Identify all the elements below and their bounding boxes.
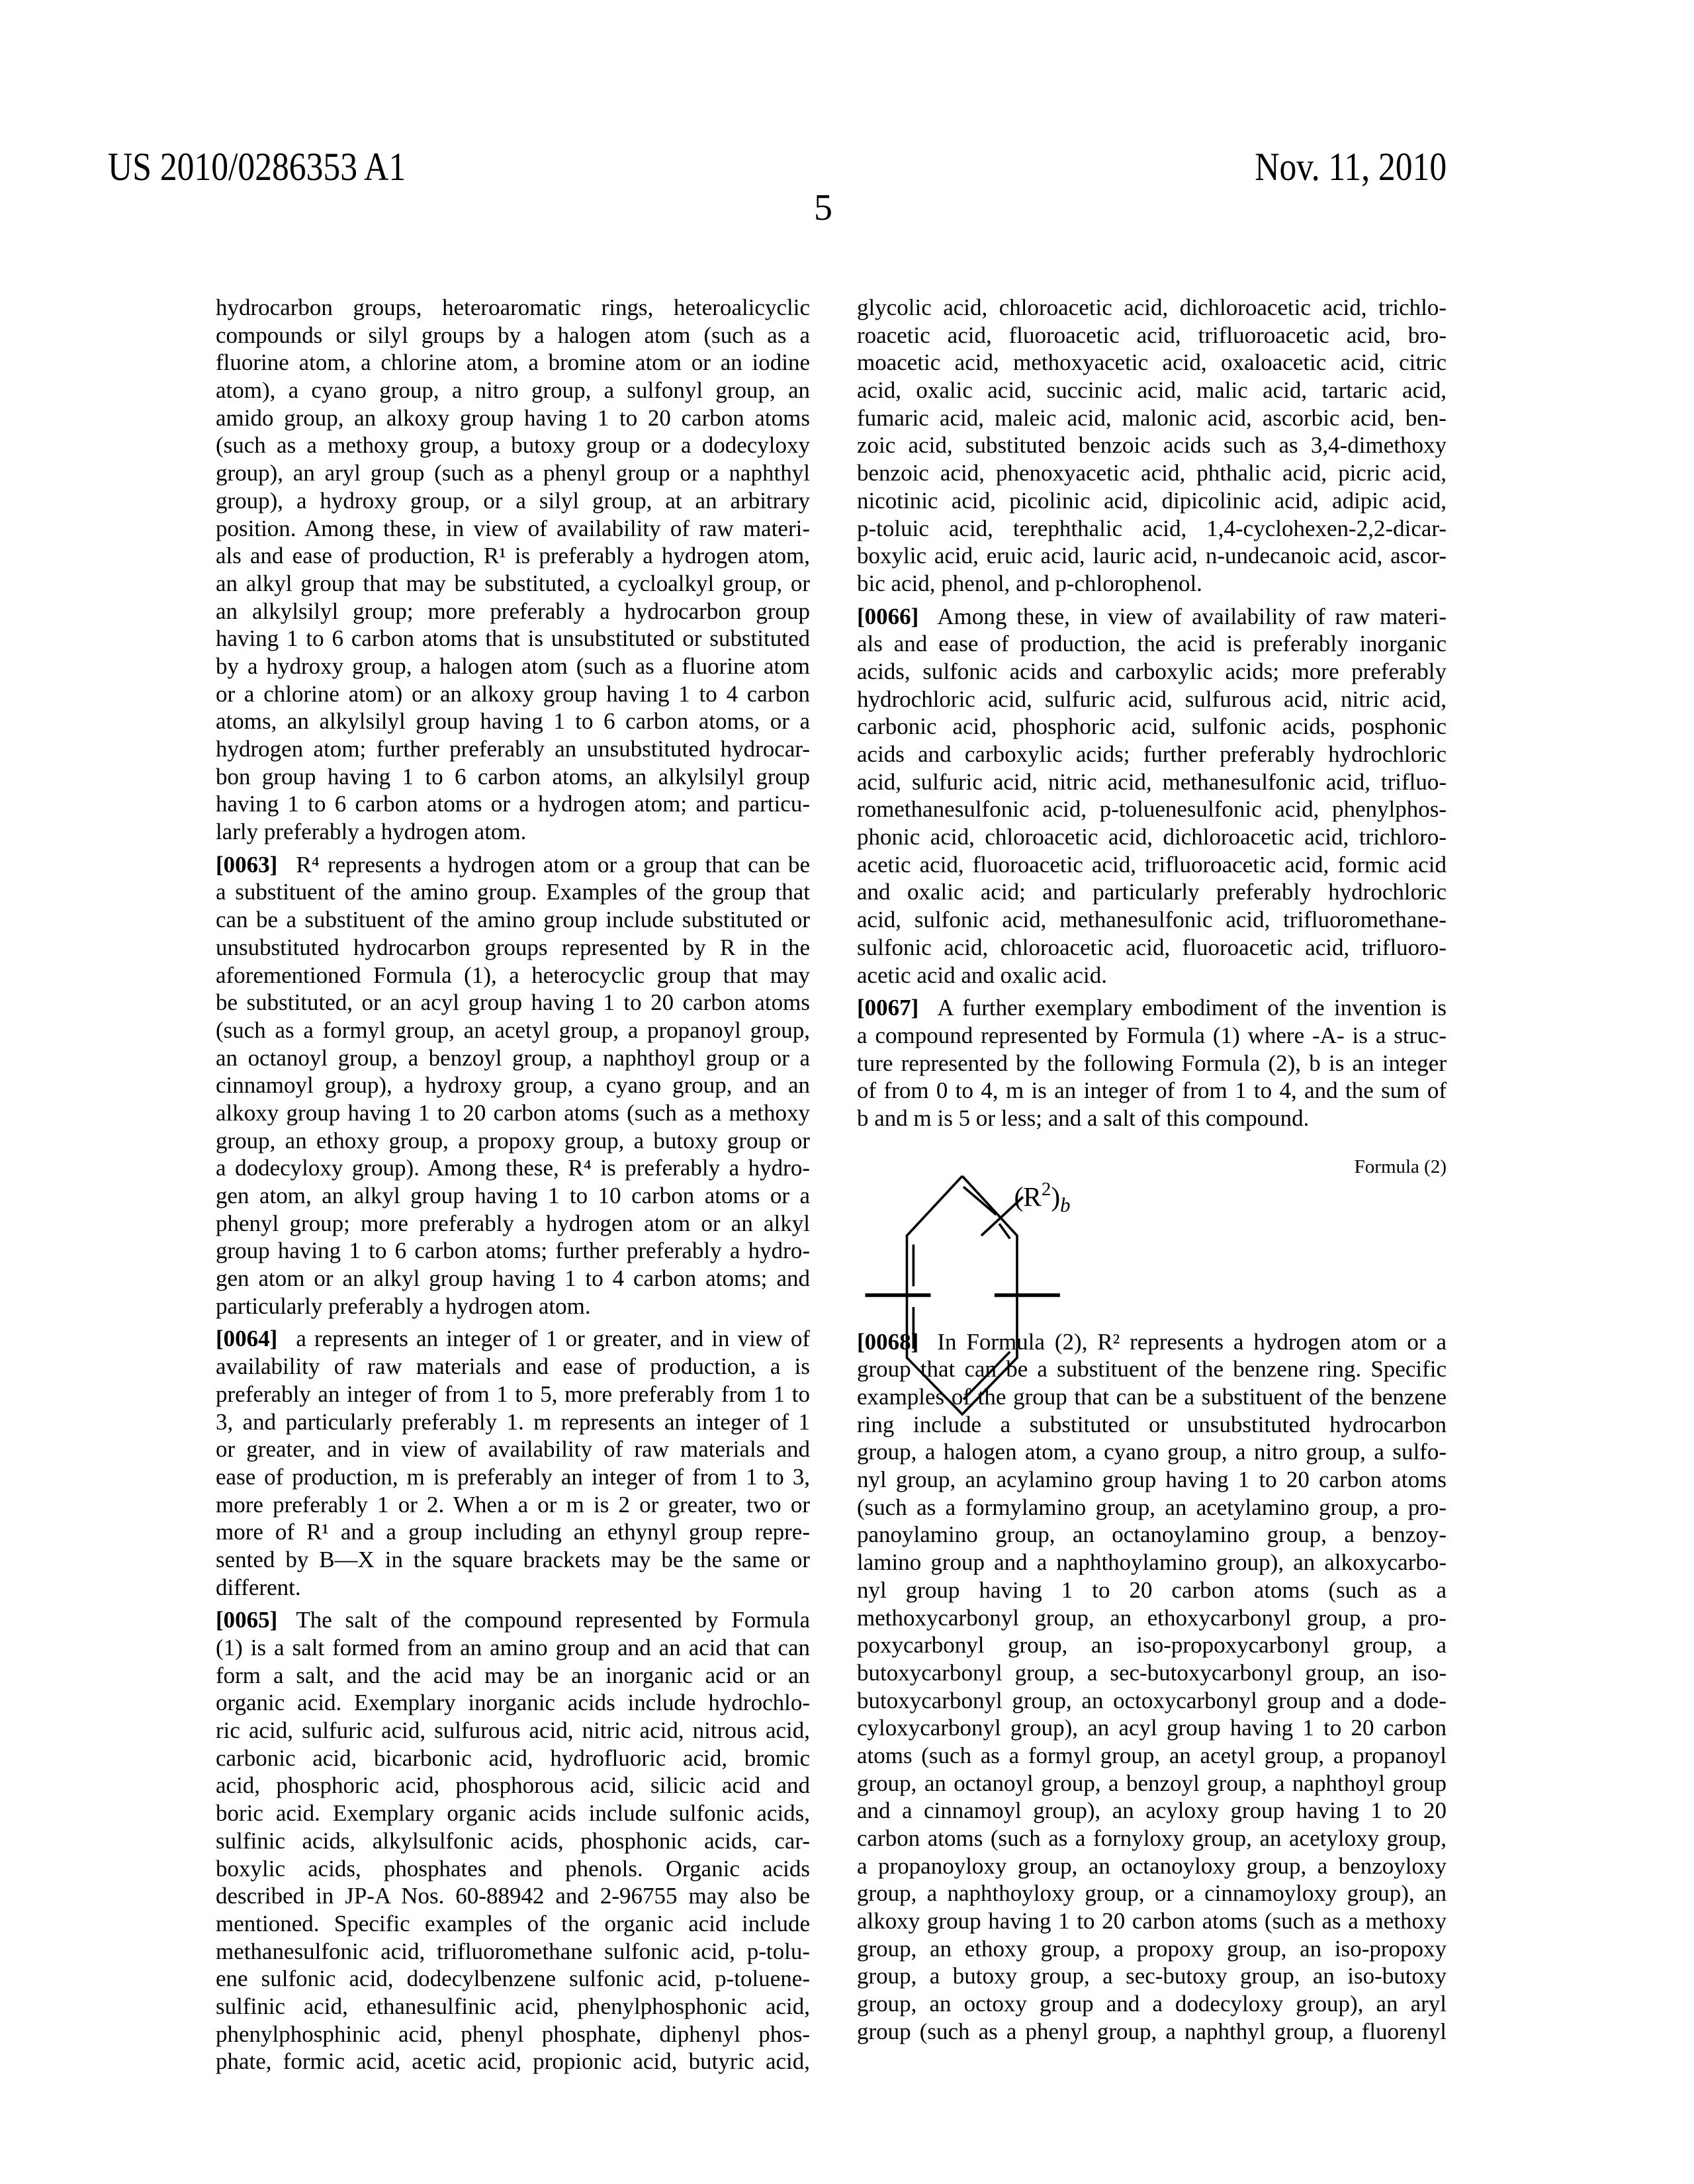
line-text: phate, formic acid, acetic acid, propionic acid, butyric acid, xyxy=(216,2048,810,2074)
line-text: bic acid, phenol, and p-chlorophenol. xyxy=(857,570,1202,596)
text-line xyxy=(857,878,1447,906)
text-line xyxy=(216,294,810,322)
line-text: butoxycarbonyl group, an octoxycarbonyl group and a dode- xyxy=(857,1688,1447,1713)
text-line xyxy=(216,515,810,543)
text-line xyxy=(857,1466,1447,1494)
line-text: ture represented by the following Formula (2), b is an integer xyxy=(857,1050,1447,1076)
text-line xyxy=(857,1907,1447,1935)
line-text: aforementioned Formula (1), a heterocyclic group that may xyxy=(216,962,810,988)
text-line xyxy=(216,1882,810,1910)
text-line xyxy=(857,1549,1447,1576)
text-line xyxy=(216,570,810,598)
right-column xyxy=(857,294,1447,2051)
line-text: group, a naphthoyloxy group, or a cinnamoyloxy group), an xyxy=(857,1880,1447,1906)
line-text: acid, sulfuric acid, nitric acid, methanesulfonic acid, trifluo- xyxy=(857,769,1447,795)
text-line xyxy=(216,1353,810,1381)
text-line xyxy=(216,1799,810,1827)
text-line xyxy=(216,1910,810,1938)
line-text: methanesulfonic acid, trifluoromethane sulfonic acid, p-tolu- xyxy=(216,1938,810,1964)
text-line xyxy=(857,322,1447,349)
text-line xyxy=(216,1017,810,1044)
text-line xyxy=(216,625,810,653)
text-line xyxy=(857,851,1447,879)
line-text: a substituent of the amino group. Examples of the group that xyxy=(216,879,810,905)
line-text: sulfinic acids, alkylsulfonic acids, phosphonic acids, car- xyxy=(216,1828,810,1854)
page-number: 5 xyxy=(814,189,832,226)
paragraph xyxy=(857,603,1447,989)
line-text: group, a butoxy group, a sec-butoxy group, an iso-butoxy xyxy=(857,1963,1447,1989)
line-text: glycolic acid, chloroacetic acid, dichloroacetic acid, trichlo- xyxy=(857,295,1447,320)
line-text: an octanoyl group, a benzoyl group, a naphthoyl group or a xyxy=(216,1045,810,1071)
text-line xyxy=(857,934,1447,962)
line-text: atoms, an alkylsilyl group having 1 to 6 carbon atoms, or a xyxy=(216,708,810,734)
paragraph-number: [0065] xyxy=(216,1607,277,1633)
text-line xyxy=(216,1546,810,1574)
line-text: phenyl group; more preferably a hydrogen atom or an alkyl xyxy=(216,1210,810,1236)
paragraph-number: [0063] xyxy=(216,852,277,878)
line-text: can be a substituent of the amino group include substituted or xyxy=(216,907,810,933)
line-text: group that can be a substituent of the benzene ring. Specific xyxy=(857,1356,1447,1382)
line-text: form a salt, and the acid may be an inorganic acid or an xyxy=(216,1662,810,1688)
line-text: phenylphosphinic acid, phenyl phosphate, diphenyl phos- xyxy=(216,2021,810,2047)
text-line xyxy=(857,1631,1447,1659)
line-text: sulfonic acid, chloroacetic acid, fluoroacetic acid, trifluoro- xyxy=(857,934,1447,960)
text-line xyxy=(857,658,1447,686)
line-text: cinnamoyl group), a hydroxy group, a cyano group, and an xyxy=(216,1072,810,1098)
line-text: a represents an integer of 1 or greater, and in view of xyxy=(296,1326,810,1351)
line-text: nyl group, an acylamino group having 1 to 20 carbon atoms xyxy=(857,1467,1447,1492)
line-text: acid, sulfonic acid, methanesulfonic acid, trifluoromethane- xyxy=(857,907,1447,933)
text-line xyxy=(216,1044,810,1072)
text-line xyxy=(857,2018,1447,2046)
text-line xyxy=(857,1742,1447,1770)
benzene-ring-structure xyxy=(862,1164,1083,1420)
text-line xyxy=(216,735,810,763)
text-line xyxy=(216,878,810,906)
line-text: alkoxy group having 1 to 20 carbon atoms (such as a methoxy xyxy=(216,1100,810,1126)
text-line xyxy=(216,1182,810,1210)
line-text: sulfinic acid, ethanesulfinic acid, phenylphosphonic acid, xyxy=(216,1993,810,2019)
text-line xyxy=(216,906,810,934)
text-line xyxy=(857,1825,1447,1852)
text-line xyxy=(216,432,810,459)
line-text: Among these, in view of availability of raw materi- xyxy=(937,604,1447,629)
line-text: ric acid, sulfuric acid, sulfurous acid, nitric acid, nitrous acid, xyxy=(216,1717,810,1743)
line-text: more preferably 1 or 2. When a or m is 2 or greater, two or xyxy=(216,1492,810,1518)
text-line xyxy=(857,487,1447,515)
line-text: cyloxycarbonyl group), an acyl group having 1 to 20 carbon xyxy=(857,1715,1447,1741)
text-line xyxy=(216,707,810,735)
text-line xyxy=(857,906,1447,934)
text-line xyxy=(216,680,810,708)
line-text: group, an ethoxy group, a propoxy group, an iso-propoxy xyxy=(857,1936,1447,1962)
line-text: hydrochloric acid, sulfuric acid, sulfurous acid, nitric acid, xyxy=(857,686,1447,712)
text-line xyxy=(857,768,1447,796)
line-text: carbonic acid, phosphoric acid, sulfonic acids, posphonic xyxy=(857,713,1447,739)
text-line xyxy=(857,1604,1447,1632)
line-text: sented by B—X in the square brackets may be the same or xyxy=(216,1547,810,1572)
text-line xyxy=(857,1687,1447,1715)
publication-number: US 2010/0286353 A1 xyxy=(108,147,406,187)
text-line xyxy=(857,994,1447,1022)
line-text: ene sulfonic acid, dodecylbenzene sulfonic acid, p-toluene- xyxy=(216,1966,810,1991)
text-line xyxy=(857,1714,1447,1742)
text-line xyxy=(216,1855,810,1883)
text-line xyxy=(857,796,1447,823)
line-text: 3, and particularly preferably 1. m represents an integer of 1 xyxy=(216,1409,810,1435)
paragraph xyxy=(216,1606,810,2075)
line-text: gen atom or an alkyl group having 1 to 4 carbon atoms; and xyxy=(216,1265,810,1291)
line-text: hydrocarbon groups, heteroaromatic rings, heteroalicyclic xyxy=(216,295,810,320)
line-text: (such as a formylamino group, an acetylamino group, a pro- xyxy=(857,1494,1447,1520)
text-line xyxy=(216,763,810,791)
text-line xyxy=(216,1071,810,1099)
formula-2-figure xyxy=(857,1138,1447,1323)
line-text: be substituted, or an acyl group having 1 to 20 carbon atoms xyxy=(216,989,810,1015)
line-text: atoms (such as a formyl group, an acetyl group, a propanoyl xyxy=(857,1743,1447,1768)
line-text: In Formula (2), R² represents a hydrogen atom or a xyxy=(937,1329,1447,1355)
line-text: an alkyl group that may be substituted, a cycloalkyl group, or xyxy=(216,570,810,596)
line-text: boric acid. Exemplary organic acids include sulfonic acids, xyxy=(216,1800,810,1826)
line-text: by a hydroxy group, a halogen atom (such as a fluorine atom xyxy=(216,653,810,679)
line-text: R⁴ represents a hydrogen atom or a group that can be xyxy=(296,852,810,878)
text-line xyxy=(216,2048,810,2075)
line-text: boxylic acids, phosphates and phenols. Organic acids xyxy=(216,1856,810,1882)
text-line xyxy=(216,487,810,515)
line-text: acetic acid and oxalic acid. xyxy=(857,962,1107,988)
text-line xyxy=(857,1105,1447,1132)
line-text: a dodecyloxy group). Among these, R⁴ is preferably a hydro- xyxy=(216,1155,810,1181)
text-line xyxy=(857,294,1447,322)
text-line xyxy=(216,1154,810,1182)
text-line xyxy=(216,1293,810,1320)
text-line xyxy=(857,686,1447,713)
text-line xyxy=(216,1381,810,1408)
text-line xyxy=(857,823,1447,851)
text-line xyxy=(216,377,810,404)
line-text: carbon atoms (such as a fornyloxy group, an acetyloxy group, xyxy=(857,1825,1447,1851)
line-text: methoxycarbonyl group, an ethoxycarbonyl group, a pro- xyxy=(857,1605,1447,1631)
text-line xyxy=(216,1518,810,1546)
line-text: acids, sulfonic acids and carboxylic acids; more preferably xyxy=(857,659,1447,684)
text-line xyxy=(857,1576,1447,1604)
text-line xyxy=(216,1463,810,1491)
line-text: compounds or silyl groups by a halogen atom (such as a xyxy=(216,322,810,348)
line-text: bon group having 1 to 6 carbon atoms, an alkylsilyl group xyxy=(216,764,810,790)
text-line xyxy=(216,1435,810,1463)
line-text: position. Among these, in view of availability of raw materi- xyxy=(216,516,810,541)
paragraph xyxy=(216,294,810,846)
line-text: and oxalic acid; and particularly preferably hydrochloric xyxy=(857,879,1447,905)
line-text: fumaric acid, maleic acid, malonic acid, ascorbic acid, ben- xyxy=(857,405,1447,431)
text-line xyxy=(216,1210,810,1238)
text-line xyxy=(216,1127,810,1155)
line-text: atom), a cyano group, a nitro group, a sulfonyl group, an xyxy=(216,377,810,403)
line-text: The salt of the compound represented by Formula xyxy=(296,1607,810,1633)
text-line xyxy=(216,1265,810,1293)
line-text: hydrogen atom; further preferably an unsubstituted hydrocar- xyxy=(216,736,810,762)
line-text: boxylic acid, eruic acid, lauric acid, n-undecanoic acid, ascor- xyxy=(857,543,1447,569)
line-text: more of R¹ and a group including an ethynyl group repre- xyxy=(216,1519,810,1545)
text-line xyxy=(216,1574,810,1602)
text-line xyxy=(857,1935,1447,1963)
line-text: or greater, and in view of availability of raw materials and xyxy=(216,1436,810,1462)
line-text: acids and carboxylic acids; further preferably hydrochloric xyxy=(857,741,1447,767)
text-line xyxy=(857,603,1447,631)
line-text: acetic acid, fluoroacetic acid, trifluoroacetic acid, formic acid xyxy=(857,852,1447,878)
text-line xyxy=(216,1662,810,1690)
text-line xyxy=(857,1438,1447,1466)
text-line xyxy=(216,2021,810,2048)
line-text: group, an ethoxy group, a propoxy group, a butoxy group or xyxy=(216,1128,810,1154)
text-line xyxy=(216,989,810,1017)
text-line xyxy=(216,404,810,432)
line-text: group, an octoxy group and a dodecyloxy group), an aryl xyxy=(857,1991,1447,2017)
right-column-paragraphs-after-figure xyxy=(857,1328,1447,2046)
text-line xyxy=(857,542,1447,570)
left-column xyxy=(216,294,810,2081)
text-line xyxy=(857,1050,1447,1077)
text-line xyxy=(216,1772,810,1799)
line-text: a compound represented by Formula (1) where -A- is a struc- xyxy=(857,1023,1447,1048)
text-line xyxy=(857,515,1447,543)
line-text: having 1 to 6 carbon atoms that is unsubstituted or substituted xyxy=(216,625,810,651)
line-text: acid, phosphoric acid, phosphorous acid, silicic acid and xyxy=(216,1772,810,1798)
line-text: or a chlorine atom) or an alkoxy group having 1 to 4 carbon xyxy=(216,681,810,707)
line-text: and a cinnamoyl group), an acyloxy group having 1 to 20 xyxy=(857,1797,1447,1823)
text-line xyxy=(216,349,810,377)
text-line xyxy=(216,1606,810,1634)
line-text: als and ease of production, R¹ is preferably a hydrogen atom, xyxy=(216,543,810,569)
text-line xyxy=(216,934,810,962)
text-line xyxy=(857,1990,1447,2018)
text-line xyxy=(216,962,810,989)
line-text: romethanesulfonic acid, p-toluenesulfonic acid, phenylphos- xyxy=(857,796,1447,822)
line-text: A further exemplary embodiment of the invention is xyxy=(937,995,1447,1021)
paragraph-number: [0066] xyxy=(857,604,918,629)
line-text: particularly preferably a hydrogen atom. xyxy=(216,1293,591,1319)
text-line xyxy=(216,1689,810,1717)
line-text: als and ease of production, the acid is preferably inorganic xyxy=(857,631,1447,657)
line-text: (1) is a salt formed from an amino group and an acid that can xyxy=(216,1635,810,1661)
line-text: examples of the group that can be a substituent of the benzene xyxy=(857,1384,1447,1410)
text-line xyxy=(216,1965,810,1993)
text-line xyxy=(216,322,810,349)
substituent-label: (R2)b xyxy=(1014,1178,1071,1216)
text-line xyxy=(216,851,810,879)
text-line xyxy=(216,790,810,818)
line-text: group, an octanoyl group, a benzoyl group, a naphthoyl group xyxy=(857,1770,1447,1796)
line-text: panoylamino group, an octanoylamino group, a benzoy- xyxy=(857,1522,1447,1547)
line-text: described in JP-A Nos. 60-88942 and 2-96755 may also be xyxy=(216,1883,810,1909)
line-text: b and m is 5 or less; and a salt of this compound. xyxy=(857,1105,1309,1131)
text-line xyxy=(857,404,1447,432)
line-text: roacetic acid, fluoroacetic acid, trifluoroacetic acid, bro- xyxy=(857,322,1447,348)
line-text: butoxycarbonyl group, a sec-butoxycarbonyl group, an iso- xyxy=(857,1660,1447,1686)
text-line xyxy=(857,432,1447,459)
line-text: fluorine atom, a chlorine atom, a bromine atom or an iodine xyxy=(216,349,810,375)
line-text: having 1 to 6 carbon atoms or a hydrogen atom; and particu- xyxy=(216,791,810,817)
paragraph xyxy=(216,1325,810,1601)
paragraph-number: [0068] xyxy=(857,1329,918,1355)
paragraph xyxy=(857,294,1447,598)
line-text: acid, oxalic acid, succinic acid, malic acid, tartaric acid, xyxy=(857,377,1447,403)
line-text: unsubstituted hydrocarbon groups represented by R in the xyxy=(216,934,810,960)
line-text: preferably an integer of from 1 to 5, more preferably from 1 to xyxy=(216,1381,810,1407)
text-line xyxy=(857,1797,1447,1825)
line-text: phonic acid, chloroacetic acid, dichloroacetic acid, trichloro- xyxy=(857,824,1447,850)
text-line xyxy=(857,1022,1447,1050)
line-text: lamino group and a naphthoylamino group), an alkoxycarbo- xyxy=(857,1549,1447,1575)
text-line xyxy=(216,1993,810,2021)
paragraph xyxy=(857,994,1447,1132)
text-line xyxy=(216,459,810,487)
line-text: organic acid. Exemplary inorganic acids include hydrochlo- xyxy=(216,1690,810,1715)
line-text: nyl group having 1 to 20 carbon atoms (such as a xyxy=(857,1577,1447,1603)
text-line xyxy=(216,1325,810,1353)
text-line xyxy=(857,570,1447,598)
line-text: alkoxy group having 1 to 20 carbon atoms (such as a methoxy xyxy=(857,1908,1447,1934)
text-line xyxy=(216,598,810,625)
line-text: zoic acid, substituted benzoic acids such as 3,4-dimethoxy xyxy=(857,432,1447,458)
line-text: ring include a substituted or unsubstituted hydrocarbon xyxy=(857,1412,1447,1437)
text-line xyxy=(857,349,1447,377)
line-text: group (such as a phenyl group, a naphthyl group, a fluorenyl xyxy=(857,2019,1447,2044)
text-line xyxy=(857,1880,1447,1907)
text-line xyxy=(216,1099,810,1127)
text-line xyxy=(216,542,810,570)
text-line xyxy=(216,1745,810,1772)
line-text: poxycarbonyl group, an iso-propoxycarbonyl group, a xyxy=(857,1632,1447,1658)
text-line xyxy=(857,459,1447,487)
line-text: group), a hydroxy group, or a silyl group, at an arbitrary xyxy=(216,488,810,514)
text-line xyxy=(216,1938,810,1966)
text-line xyxy=(857,962,1447,989)
right-column-paragraphs-before-figure xyxy=(857,294,1447,1132)
text-line xyxy=(216,1717,810,1745)
text-line xyxy=(857,741,1447,768)
line-text: moacetic acid, methoxyacetic acid, oxaloacetic acid, citric xyxy=(857,349,1447,375)
benzene-ring-bonds xyxy=(866,1176,1060,1414)
text-line xyxy=(857,1077,1447,1105)
formula-label: Formula (2) xyxy=(1355,1154,1447,1181)
text-line xyxy=(857,1494,1447,1522)
text-line xyxy=(857,1659,1447,1687)
line-text: availability of raw materials and ease of production, a is xyxy=(216,1353,810,1379)
text-line xyxy=(857,630,1447,658)
line-text: mentioned. Specific examples of the organic acid include xyxy=(216,1911,810,1936)
line-text: group, a halogen atom, a cyano group, a nitro group, a sulfo- xyxy=(857,1439,1447,1465)
line-text: of from 0 to 4, m is an integer of from 1 to 4, and the sum of xyxy=(857,1077,1447,1103)
text-line xyxy=(857,1521,1447,1549)
paragraph-number: [0064] xyxy=(216,1326,277,1351)
line-text: (such as a methoxy group, a butoxy group or a dodecyloxy xyxy=(216,432,810,458)
text-line xyxy=(216,1827,810,1855)
text-line xyxy=(857,713,1447,741)
text-line xyxy=(216,1634,810,1662)
text-line xyxy=(857,1962,1447,1990)
text-line xyxy=(216,818,810,846)
line-text: nicotinic acid, picolinic acid, dipicolinic acid, adipic acid, xyxy=(857,488,1447,514)
line-text: larly preferably a hydrogen atom. xyxy=(216,819,526,844)
line-text: a propanoyloxy group, an octanoyloxy group, a benzoyloxy xyxy=(857,1853,1447,1879)
line-text: gen atom, an alkyl group having 1 to 10 carbon atoms or a xyxy=(216,1183,810,1208)
line-text: different. xyxy=(216,1574,301,1600)
line-text: p-toluic acid, terephthalic acid, 1,4-cyclohexen-2,2-dicar- xyxy=(857,516,1447,541)
paragraph xyxy=(857,1328,1447,2046)
line-text: carbonic acid, bicarbonic acid, hydrofluoric acid, bromic xyxy=(216,1745,810,1771)
line-text: benzoic acid, phenoxyacetic acid, phthalic acid, picric acid, xyxy=(857,460,1447,486)
line-text: amido group, an alkoxy group having 1 to 20 carbon atoms xyxy=(216,405,810,431)
line-text: group having 1 to 6 carbon atoms; further preferably a hydro- xyxy=(216,1238,810,1263)
text-line xyxy=(216,1491,810,1519)
publication-date: Nov. 11, 2010 xyxy=(1255,147,1447,187)
text-line xyxy=(216,653,810,680)
text-line xyxy=(216,1408,810,1436)
left-column-paragraphs xyxy=(216,294,810,2075)
line-text: group), an aryl group (such as a phenyl group or a naphthyl xyxy=(216,460,810,486)
text-line xyxy=(857,1852,1447,1880)
text-line xyxy=(857,377,1447,404)
line-text: an alkylsilyl group; more preferably a hydrocarbon group xyxy=(216,598,810,624)
text-line xyxy=(216,1237,810,1265)
text-line xyxy=(857,1770,1447,1797)
line-text: ease of production, m is preferably an integer of from 1 to 3, xyxy=(216,1464,810,1490)
line-text: (such as a formyl group, an acetyl group, a propanoyl group, xyxy=(216,1017,810,1043)
paragraph-number: [0067] xyxy=(857,995,918,1021)
paragraph xyxy=(216,851,810,1320)
